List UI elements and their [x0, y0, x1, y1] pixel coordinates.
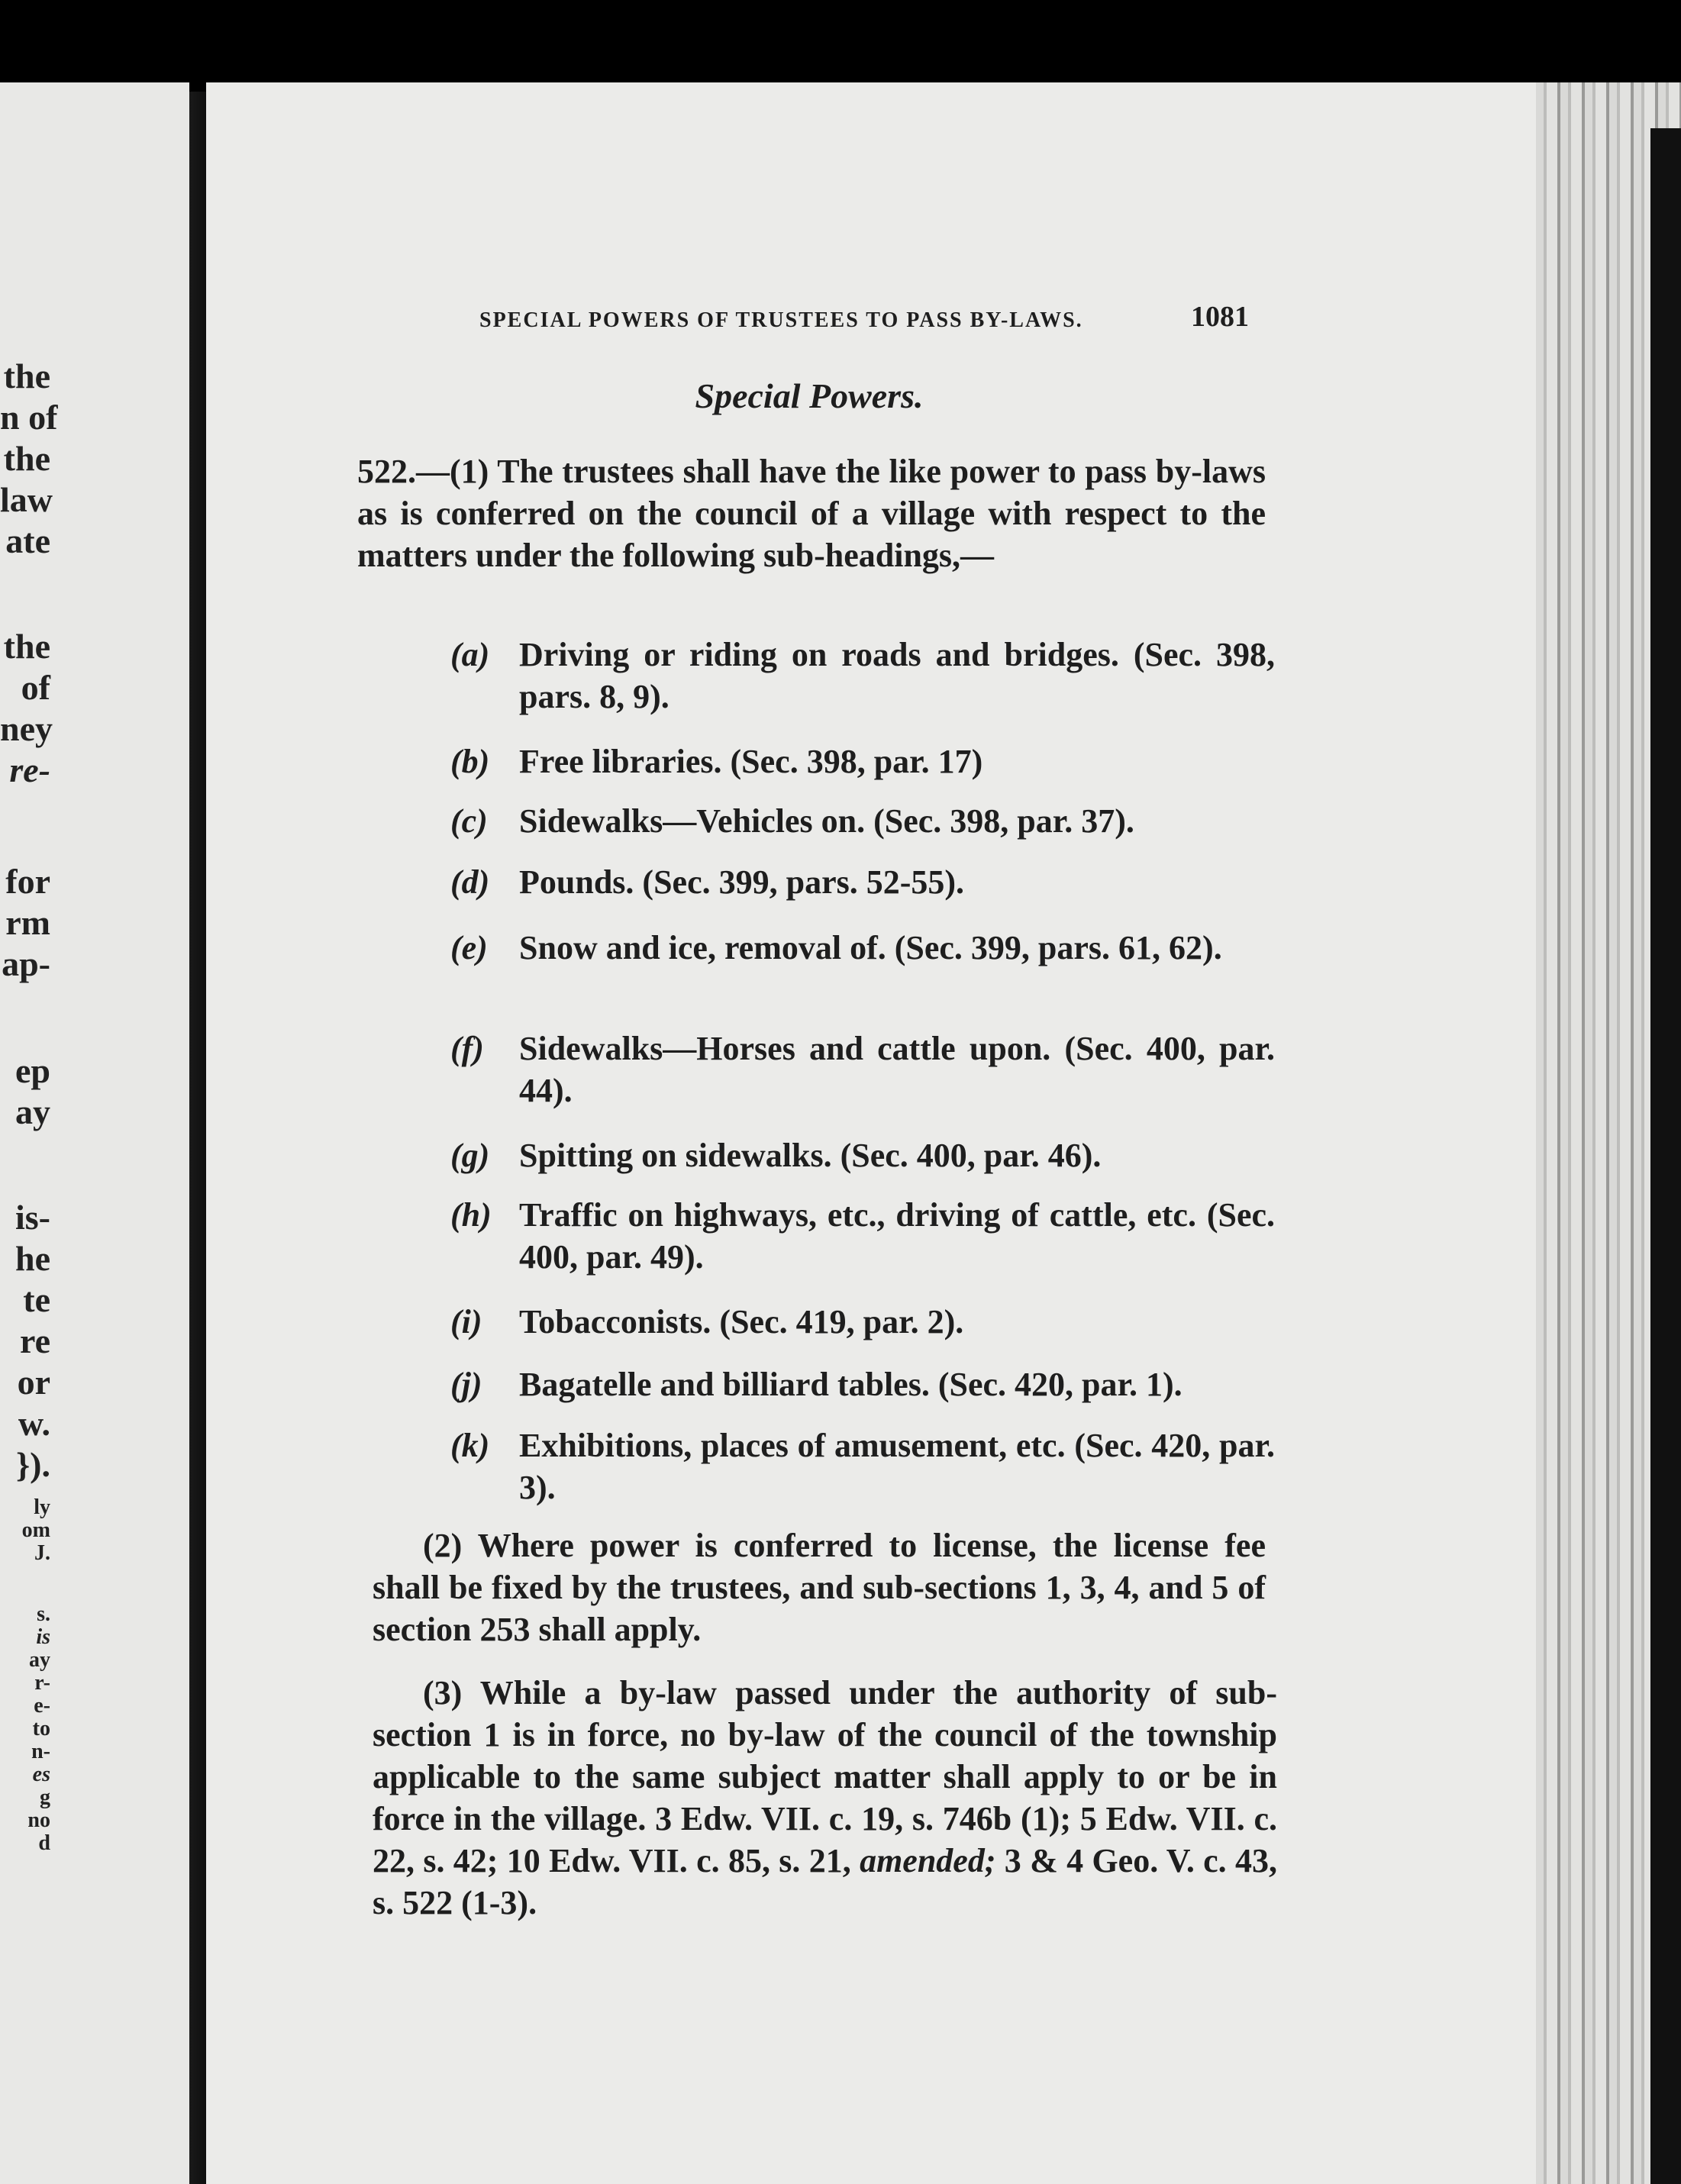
item-letter: (h)	[450, 1196, 492, 1234]
left-fragment: n-	[31, 1740, 50, 1763]
section-heading: Special Powers.	[695, 376, 924, 415]
item-text: Tobacconists. (Sec. 419, par. 2).	[519, 1303, 964, 1340]
left-fragment: om	[21, 1518, 50, 1542]
item-letter: (f)	[450, 1030, 484, 1067]
list-item	[450, 634, 1275, 718]
left-fragment: or	[17, 1363, 50, 1402]
item-text: Driving or riding on roads and bridges. (Sec. 398, pars. 8, 9).	[519, 636, 1275, 715]
list-item	[450, 1424, 1275, 1508]
item-letter: (j)	[450, 1366, 482, 1403]
left-fragment: s.	[37, 1602, 50, 1626]
left-fragment: ep	[15, 1051, 50, 1090]
list-item	[450, 1301, 1275, 1343]
list-item	[450, 1134, 1275, 1176]
left-fragment: for	[5, 862, 50, 901]
item-text: Snow and ice, removal of. (Sec. 399, pars. 61, 62).	[519, 929, 1222, 966]
left-fragment: te	[23, 1280, 50, 1319]
left-fragment: the	[3, 356, 50, 395]
item-text: Traffic on highways, etc., driving of cattle, etc. (Sec. 400, par. 49).	[519, 1196, 1275, 1276]
para-3-italic: amended;	[860, 1842, 996, 1879]
left-fragment: J.	[34, 1541, 50, 1565]
list-item	[450, 927, 1275, 969]
item-text: Spitting on sidewalks. (Sec. 400, par. 46).	[519, 1137, 1102, 1174]
left-page	[0, 82, 189, 2184]
item-text: Exhibitions, places of amusement, etc. (Sec. 420, par. 3).	[519, 1427, 1275, 1506]
list-item	[450, 740, 1275, 782]
left-fragment: the	[3, 439, 50, 478]
item-text: Free libraries. (Sec. 398, par. 17)	[519, 743, 983, 780]
list-item	[450, 1194, 1275, 1278]
left-fragment: is	[36, 1625, 50, 1649]
item-letter: (k)	[450, 1427, 490, 1464]
item-text: Bagatelle and billiard tables. (Sec. 420, par. 1).	[519, 1366, 1183, 1403]
left-fragment: ney	[0, 709, 53, 748]
item-text: Pounds. (Sec. 399, pars. 52-55).	[519, 863, 965, 901]
list-item	[450, 861, 1275, 903]
left-fragment: he	[15, 1239, 50, 1278]
item-letter: (g)	[450, 1137, 490, 1174]
left-fragment: g	[40, 1786, 50, 1809]
left-fragment: the	[3, 627, 50, 666]
left-fragment: ap-	[2, 944, 50, 983]
page-edges	[1536, 82, 1681, 2184]
para-3-text: (3) While a by-law passed under the authority of sub-section 1 is in force, no by-law of the council of the township applicable to the same subject matter shall apply to or be in force in the village. 3 Edw. VII. c. 19, s. 746b (1); 5 Edw. VII. c. 22, s. 42; 10 Edw. VII. c. 85, s. 21,	[373, 1674, 1277, 1879]
left-fragment: ate	[5, 521, 50, 560]
left-fragment: re-	[9, 750, 50, 789]
left-fragment: w.	[18, 1404, 50, 1443]
left-fragment: no	[27, 1808, 50, 1832]
left-fragment: e-	[34, 1694, 50, 1718]
running-head: SPECIAL POWERS OF TRUSTEES TO PASS BY-LAWS.	[479, 308, 1083, 332]
left-fragment: n of	[0, 398, 58, 437]
para-3-citation: 3 & 4 Geo. V. c. 43, s. 522 (1-3).	[373, 1842, 1277, 1921]
left-fragment: es	[32, 1763, 50, 1786]
section-paragraph-1	[357, 450, 1266, 576]
list-item	[450, 800, 1275, 842]
item-text: Sidewalks—Vehicles on. (Sec. 398, par. 37).	[519, 802, 1134, 840]
left-fragment: of	[21, 668, 50, 707]
left-fragment: ay	[29, 1648, 50, 1672]
item-letter: (i)	[450, 1303, 482, 1340]
left-fragment: rm	[5, 903, 50, 942]
section-paragraph-2: (2) Where power is conferred to license, the license fee shall be fixed by the trustees, and sub-sections 1, 3, 4, and 5 of section 253 shall apply.	[373, 1527, 1266, 1648]
item-text: Sidewalks—Horses and cattle upon. (Sec. 400, par. 44).	[519, 1030, 1275, 1109]
section-number: 522.	[357, 453, 416, 490]
page-number: 1081	[1191, 301, 1249, 333]
left-fragment: to	[32, 1717, 50, 1740]
left-fragment: re	[19, 1321, 50, 1360]
item-letter: (b)	[450, 743, 490, 780]
item-letter: (c)	[450, 802, 488, 840]
list-item	[450, 1027, 1275, 1111]
left-fragment: }).	[16, 1445, 50, 1484]
section-intro: —(1) The trustees shall have the like power to pass by-laws as is conferred on the council of a village with respect to the matters under the following sub-headings,—	[357, 453, 1266, 574]
section-paragraph-3	[373, 1672, 1277, 1924]
item-letter: (e)	[450, 929, 488, 966]
left-fragment: ay	[15, 1092, 50, 1131]
left-fragment: law	[0, 480, 53, 519]
left-fragment: r-	[34, 1671, 50, 1695]
list-item	[450, 1363, 1275, 1405]
left-fragment: d	[38, 1831, 50, 1855]
item-letter: (a)	[450, 636, 490, 673]
item-letter: (d)	[450, 863, 490, 901]
left-fragment: is-	[15, 1198, 50, 1237]
left-fragment: ly	[34, 1495, 50, 1519]
